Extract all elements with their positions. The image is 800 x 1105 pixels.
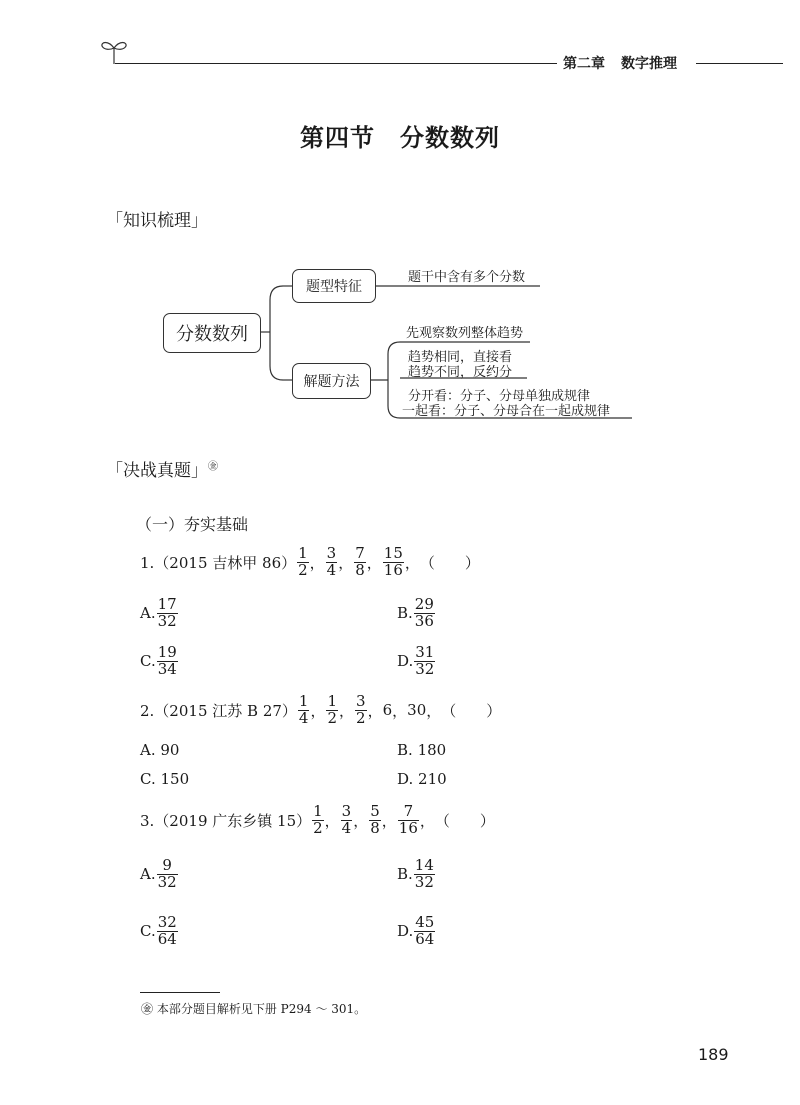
bracket-right: 」 xyxy=(191,211,208,231)
mindmap-leaf-same: 趋势相同，直接看 xyxy=(408,350,513,365)
mindmap-leaf-features: 题干中含有多个分数 xyxy=(408,270,526,285)
answer-blank: （ ） xyxy=(441,701,502,720)
mindmap-branch-features: 题型特征 xyxy=(292,269,376,303)
mindmap-leaf-trend: 先观察数列整体趋势 xyxy=(406,326,524,341)
question-3-option-c[interactable]: C. $\frac{32}{64}$ xyxy=(140,913,177,948)
footnote-text: 本部分题目解析见下册 P294 ～ 301。 xyxy=(156,1002,367,1016)
fraction: $\frac{1}{4}$ xyxy=(298,692,309,727)
fraction: $\frac{5}{8}$ xyxy=(370,802,380,837)
sequence-term: 6 xyxy=(382,701,393,720)
question-3-option-d[interactable]: D. $\frac{45}{64}$ xyxy=(397,913,435,948)
question-2-option-a[interactable]: A. 90 xyxy=(140,741,180,759)
fraction: $\frac{1}{2}$ xyxy=(298,544,308,579)
question-2-option-c[interactable]: C. 150 xyxy=(140,770,190,788)
answer-blank: （ ） xyxy=(434,811,495,830)
question-1-option-d[interactable]: D. $\frac{31}{32}$ xyxy=(397,643,435,678)
question-3-option-b[interactable]: B. $\frac{14}{32}$ xyxy=(397,856,434,891)
question-3: 3.（2019 广东乡镇 15） $\frac{1}{2}$ ， $\frac{3}{4}$ ， $\frac{5}{8}$ ， $\frac{7}{16}$ ， （ ） xyxy=(140,802,495,837)
question-1-option-c[interactable]: C. $\frac{19}{34}$ xyxy=(140,643,177,678)
bracket-left: 「 xyxy=(106,461,123,481)
exam-heading xyxy=(106,456,218,481)
sequence-term: 30 xyxy=(407,701,427,720)
mindmap-leaf-separate: 分开看：分子、分母单独成规律 xyxy=(408,389,591,404)
question-2-prefix: 2.（2015 江苏 B 27） xyxy=(140,701,297,720)
footnote xyxy=(141,1000,366,1017)
fraction: $\frac{1}{2}$ xyxy=(327,692,338,727)
question-3-option-a[interactable]: A. $\frac{9}{32}$ xyxy=(140,856,177,891)
question-1-prefix: 1.（2015 吉林甲 86） xyxy=(140,553,297,572)
mindmap-leaf-together: 一起看：分子、分母合在一起成规律 xyxy=(402,404,611,419)
question-2-option-d[interactable]: D. 210 xyxy=(397,770,447,788)
answer-blank: （ ） xyxy=(419,553,480,572)
footnote-mark: ㊎ xyxy=(141,1002,154,1016)
mindmap-leaf-diff: 趋势不同，反约分 xyxy=(408,365,513,380)
mindmap-connectors xyxy=(0,0,800,460)
chapter-title: 数字推理 xyxy=(621,56,677,72)
fraction: $\frac{3}{4}$ xyxy=(341,802,352,837)
mindmap-root: 分数数列 xyxy=(163,313,261,353)
chapter-number: 第二章 xyxy=(563,56,605,72)
question-1: 1.（2015 吉林甲 86） $\frac{1}{2}$ ， $\frac{3}{4}$ ， $\frac{7}{8}$ ， $\frac{15}{16}$ ， （ ） xyxy=(140,544,480,579)
page-number: 189 xyxy=(698,1045,729,1064)
fraction: $\frac{1}{2}$ xyxy=(313,802,323,837)
fraction: $\frac{3}{2}$ xyxy=(356,692,366,727)
question-1-option-b[interactable]: B. $\frac{29}{36}$ xyxy=(397,595,434,630)
exam-subheading: （一）夯实基础 xyxy=(136,515,249,534)
bracket-right: 」 xyxy=(191,461,208,481)
bracket-left: 「 xyxy=(106,211,123,231)
question-1-option-a[interactable]: A. $\frac{17}{32}$ xyxy=(140,595,177,630)
mindmap-branch-methods: 解题方法 xyxy=(292,363,371,399)
section-title: 第四节 分数数列 xyxy=(300,124,500,152)
fraction: $\frac{7}{8}$ xyxy=(355,544,365,579)
exam-heading-text: 决战真题 xyxy=(123,461,191,481)
question-2: 2.（2015 江苏 B 27） $\frac{1}{4}$ ， $\frac{1}{2}$ ， $\frac{3}{2}$ ， 6 ， 30 ， （ ） xyxy=(140,692,502,727)
footnote-marker: ㊎ xyxy=(208,461,218,473)
knowledge-heading-text: 知识梳理 xyxy=(123,211,191,231)
fraction: $\frac{7}{16}$ xyxy=(398,802,418,837)
question-3-prefix: 3.（2019 广东乡镇 15） xyxy=(140,811,312,830)
question-2-option-b[interactable]: B. 180 xyxy=(397,741,447,759)
fraction: $\frac{3}{4}$ xyxy=(326,544,337,579)
footnote-rule xyxy=(140,992,220,993)
fraction: $\frac{15}{16}$ xyxy=(383,544,403,579)
